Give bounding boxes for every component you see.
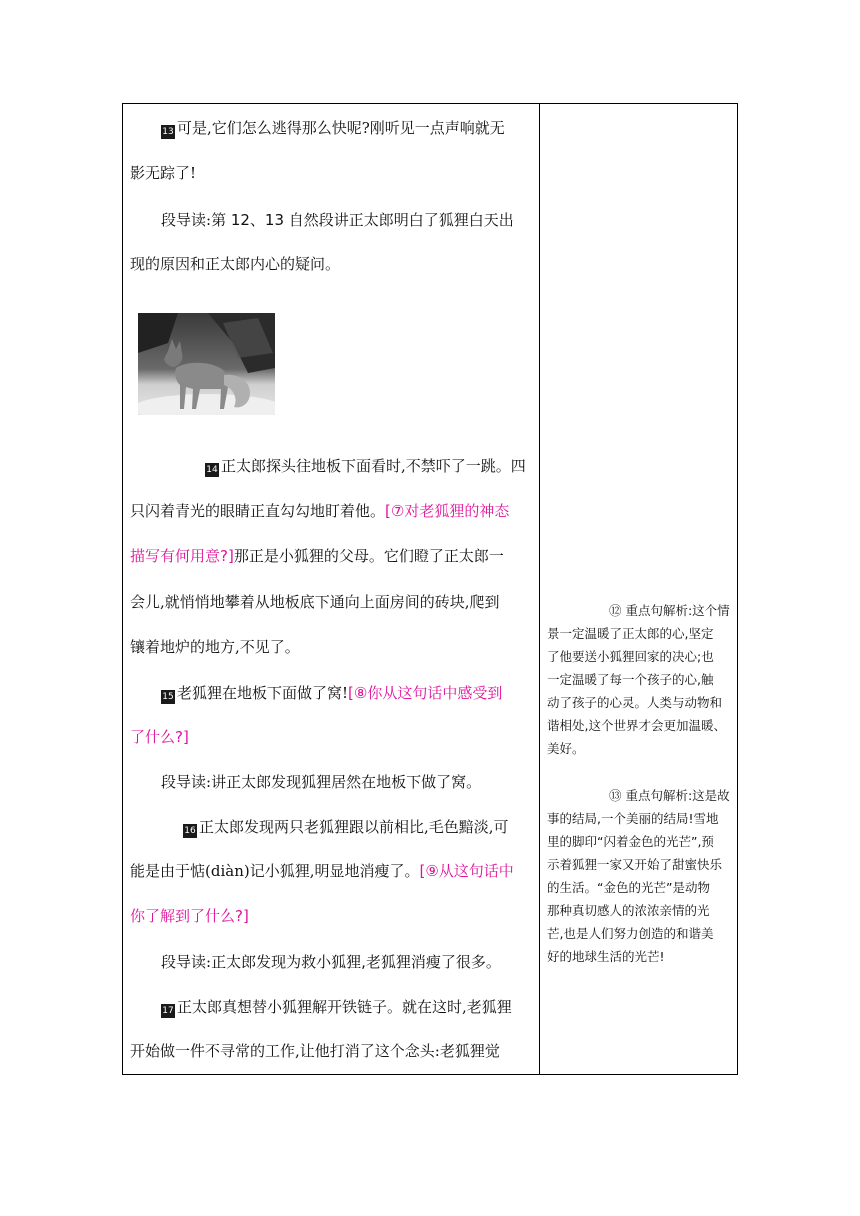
paragraph-14-line-3: 描写有何用意?]那正是小狐狸的父母。它们瞪了正太郎一 xyxy=(130,547,504,565)
guide-1-line-1: 段导读:第 12、13 自然段讲正太郎明白了狐狸白天出 xyxy=(161,211,514,229)
paragraph-17-line-2: 开始做一件不寻常的工作,让他打消了这个念头:老狐狸觉 xyxy=(130,1042,500,1060)
note-12-line-1: ⑫ 重点句解析:这个情 xyxy=(609,603,730,618)
note-12-line-5: 动了孩子的心灵。人类与动物和 xyxy=(547,695,723,710)
content-table xyxy=(122,103,738,1075)
note-13-line-5: 的生活。“金色的光芒”是动物 xyxy=(547,880,710,895)
paragraph-number-badge: 14 xyxy=(206,465,218,475)
note-13-line-2: 事的结局,一个美丽的结局!雪地 xyxy=(547,811,719,826)
note-13-line-4: 示着狐狸一家又开始了甜蜜快乐 xyxy=(547,857,723,872)
question-8: [⑧你从这句话中感受到 xyxy=(348,684,503,702)
question-7: [⑦对老狐狸的神态 xyxy=(385,502,510,520)
guide-1-line-2: 现的原因和正太郎内心的疑问。 xyxy=(130,255,341,273)
note-13-line-7: 芒,也是人们努力创造的和谐美 xyxy=(547,926,714,941)
paragraph-15-line-2: 了什么?] xyxy=(130,728,189,746)
fox-photo xyxy=(138,313,275,415)
note-12-line-2: 景一定温暖了正太郎的心,坚定 xyxy=(547,626,714,641)
note-13-line-1: ⑬ 重点句解析:这是故 xyxy=(609,788,730,803)
paragraph-14-line-5: 镶着地炉的地方,不见了。 xyxy=(130,638,300,656)
paragraph-13-line-1: 13 可是,它们怎么逃得那么快呢?刚听见一点声响就无 xyxy=(162,119,505,137)
note-12-line-6: 谐相处,这个世界才会更加温暖、 xyxy=(547,718,726,733)
note-13-line-3: 里的脚印“闪着金色的光芒”,预 xyxy=(547,834,714,849)
paragraph-17-line-1: 17 正太郎真想替小狐狸解开铁链子。就在这时,老狐狸 xyxy=(162,998,512,1016)
note-12-line-3: 了他要送小狐狸回家的决心;也 xyxy=(547,649,714,664)
note-13-line-8: 好的地球生活的光芒! xyxy=(547,949,665,964)
paragraph-16-line-2: 能是由于惦(diàn)记小狐狸,明显地消瘦了。[⑨从这句话中 xyxy=(130,862,514,880)
paragraph-number-badge: 17 xyxy=(162,1006,174,1016)
paragraph-16-line-3: 你了解到了什么?] xyxy=(130,907,249,925)
paragraph-14-line-1: 14 正太郎探头往地板下面看时,不禁吓了一跳。四 xyxy=(206,457,526,475)
paragraph-15-line-1: 15 老狐狸在地板下面做了窝![⑧你从这句话中感受到 xyxy=(162,684,503,702)
guide-3: 段导读:正太郎发现为救小狐狸,老狐狸消瘦了很多。 xyxy=(161,953,501,971)
paragraph-16-line-1: 16 正太郎发现两只老狐狸跟以前相比,毛色黯淡,可 xyxy=(184,818,509,836)
note-12-line-4: 一定温暖了每一个孩子的心,触 xyxy=(547,672,714,687)
question-9: [⑨从这句话中 xyxy=(419,862,514,880)
paragraph-13-line-2: 影无踪了! xyxy=(130,164,197,182)
note-13-line-6: 那种真切感人的浓浓亲情的光 xyxy=(547,903,710,918)
column-divider xyxy=(539,104,540,1074)
paragraph-number-badge: 15 xyxy=(162,692,174,702)
paragraph-14-line-4: 会儿,就悄悄地攀着从地板底下通向上面房间的砖块,爬到 xyxy=(130,593,500,611)
paragraph-14-line-2: 只闪着青光的眼睛正直勾勾地盯着他。[⑦对老狐狸的神态 xyxy=(130,502,510,520)
note-12-line-7: 美好。 xyxy=(547,741,585,756)
paragraph-number-badge: 13 xyxy=(162,127,174,137)
guide-2: 段导读:讲正太郎发现狐狸居然在地板下做了窝。 xyxy=(161,773,482,791)
paragraph-number-badge: 16 xyxy=(184,826,196,836)
